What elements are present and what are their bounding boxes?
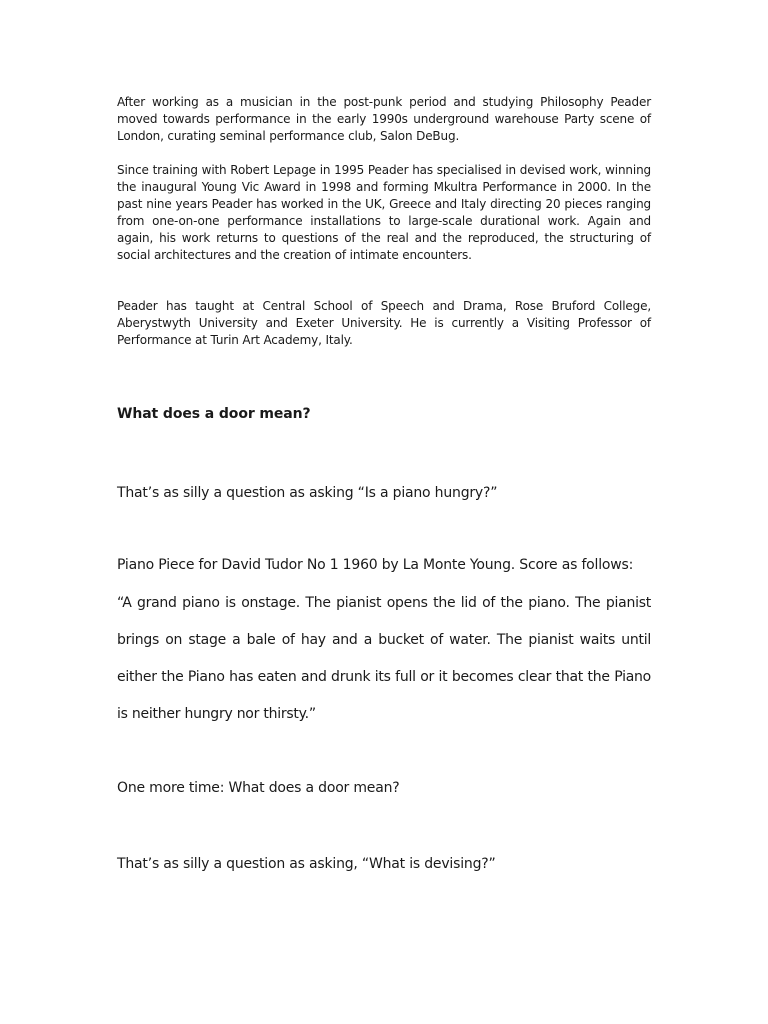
score-quote: “A grand piano is onstage. The pianist opens the lid of the piano. The pianist brings on stage a bale of hay and a bucket of water. The pianist waits until either the Piano has eaten and drunk its full or it becomes clear that the Piano is neither hungry nor thirsty.” xyxy=(117,595,651,722)
one-more-time-line: One more time: What does a door mean? xyxy=(117,780,400,796)
devising-line: That’s as silly a question as asking, “What is devising?” xyxy=(117,856,496,872)
bio-paragraph-1: After working as a musician in the post-punk period and studying Philosophy Peader moved towards performance in the early 1990s underground warehouse Party scene of London, curating seminal performance club, Salon DeBug. xyxy=(117,95,651,143)
bio-paragraph-2: Since training with Robert Lepage in 1995 Peader has specialised in devised work, winning the inaugural Young Vic Award in 1998 and forming Mkultra Performance in 2000. In the past nine years Peader has worked in the UK, Greece and Italy directing 20 pieces ranging from one-on-one performance installations to large-scale durational work. Again and again, his work returns to questions of the real and the reproduced, the structuring of social architectures and the creation of intimate encounters. xyxy=(117,163,651,262)
bio-paragraph-3: Peader has taught at Central School of Speech and Drama, Rose Bruford College, Aberystwyth University and Exeter University. He is currently a Visiting Professor of Performance at Turin Art Academy, Italy. xyxy=(117,299,651,347)
score-intro-line: Piano Piece for David Tudor No 1 1960 by La Monte Young. Score as follows: xyxy=(117,557,634,573)
piano-hungry-line: That’s as silly a question as asking “Is a piano hungry?” xyxy=(117,485,498,501)
section-heading: What does a door mean? xyxy=(117,406,311,422)
